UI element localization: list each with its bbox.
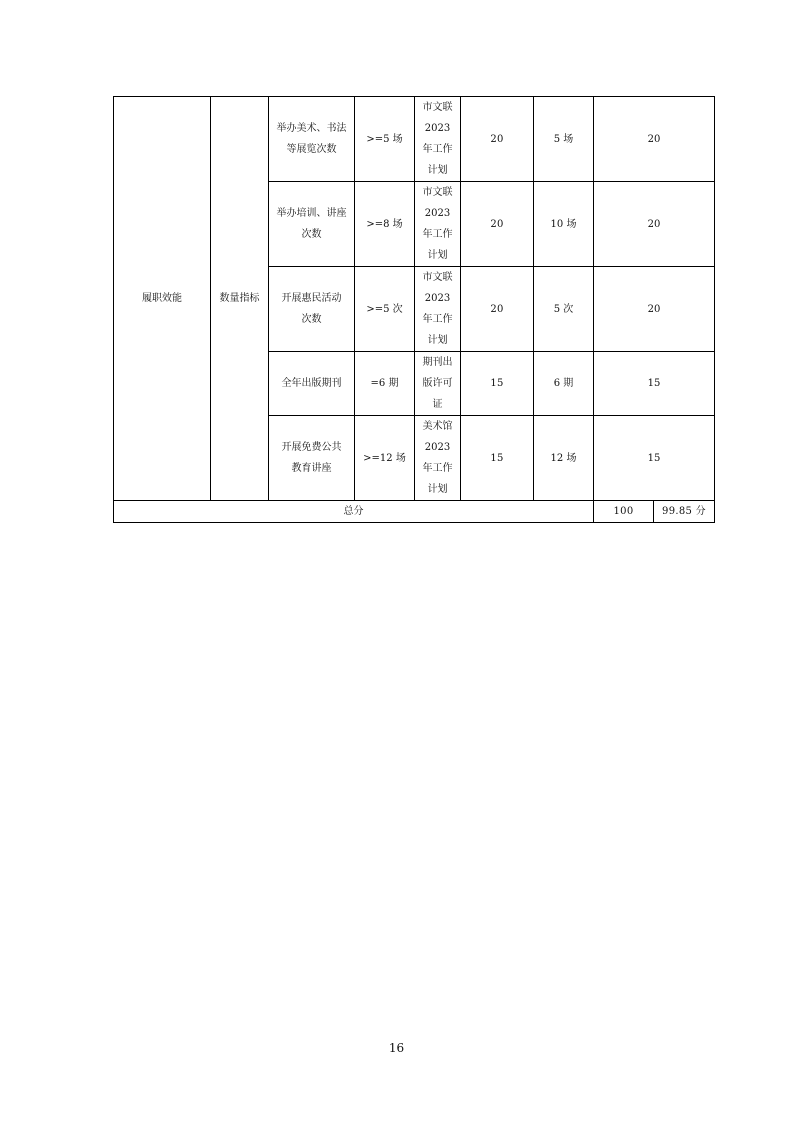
total-label-cell: 总分	[114, 501, 594, 523]
basis-cell: 市文联 2023 年工作 计划	[415, 182, 461, 267]
score-cell: 20	[594, 267, 715, 352]
target-cell: >=5 次	[355, 267, 415, 352]
actual-cell: 5 次	[534, 267, 594, 352]
indicator-cell: 全年出版期刊	[269, 352, 355, 416]
subcategory-cell: 数量指标	[211, 97, 269, 501]
target-cell: >=12 场	[355, 416, 415, 501]
indicator-cell: 开展免费公共 教育讲座	[269, 416, 355, 501]
total-weight-cell: 100	[594, 501, 654, 523]
score-cell: 20	[594, 97, 715, 182]
indicator-cell: 举办培训、讲座 次数	[269, 182, 355, 267]
category-cell: 履职效能	[114, 97, 211, 501]
actual-cell: 6 期	[534, 352, 594, 416]
basis-cell: 市文联 2023 年工作 计划	[415, 267, 461, 352]
score-cell: 15	[594, 416, 715, 501]
actual-cell: 10 场	[534, 182, 594, 267]
indicator-cell: 举办美术、书法 等展览次数	[269, 97, 355, 182]
target-cell: >=8 场	[355, 182, 415, 267]
score-cell: 15	[594, 352, 715, 416]
actual-cell: 12 场	[534, 416, 594, 501]
total-row	[114, 501, 715, 523]
basis-cell: 期刊出 版许可 证	[415, 352, 461, 416]
weight-cell: 20	[461, 97, 534, 182]
target-cell: =6 期	[355, 352, 415, 416]
performance-table	[113, 96, 715, 523]
weight-cell: 15	[461, 416, 534, 501]
score-cell: 20	[594, 182, 715, 267]
basis-cell: 市文联 2023 年工作 计划	[415, 97, 461, 182]
actual-cell: 5 场	[534, 97, 594, 182]
page-number: 16	[388, 1041, 405, 1055]
weight-cell: 20	[461, 267, 534, 352]
indicator-cell: 开展惠民活动 次数	[269, 267, 355, 352]
weight-cell: 15	[461, 352, 534, 416]
total-score-cell: 99.85 分	[654, 501, 715, 523]
target-cell: >=5 场	[355, 97, 415, 182]
basis-cell: 美术馆 2023 年工作 计划	[415, 416, 461, 501]
weight-cell: 20	[461, 182, 534, 267]
table-row	[114, 97, 715, 182]
